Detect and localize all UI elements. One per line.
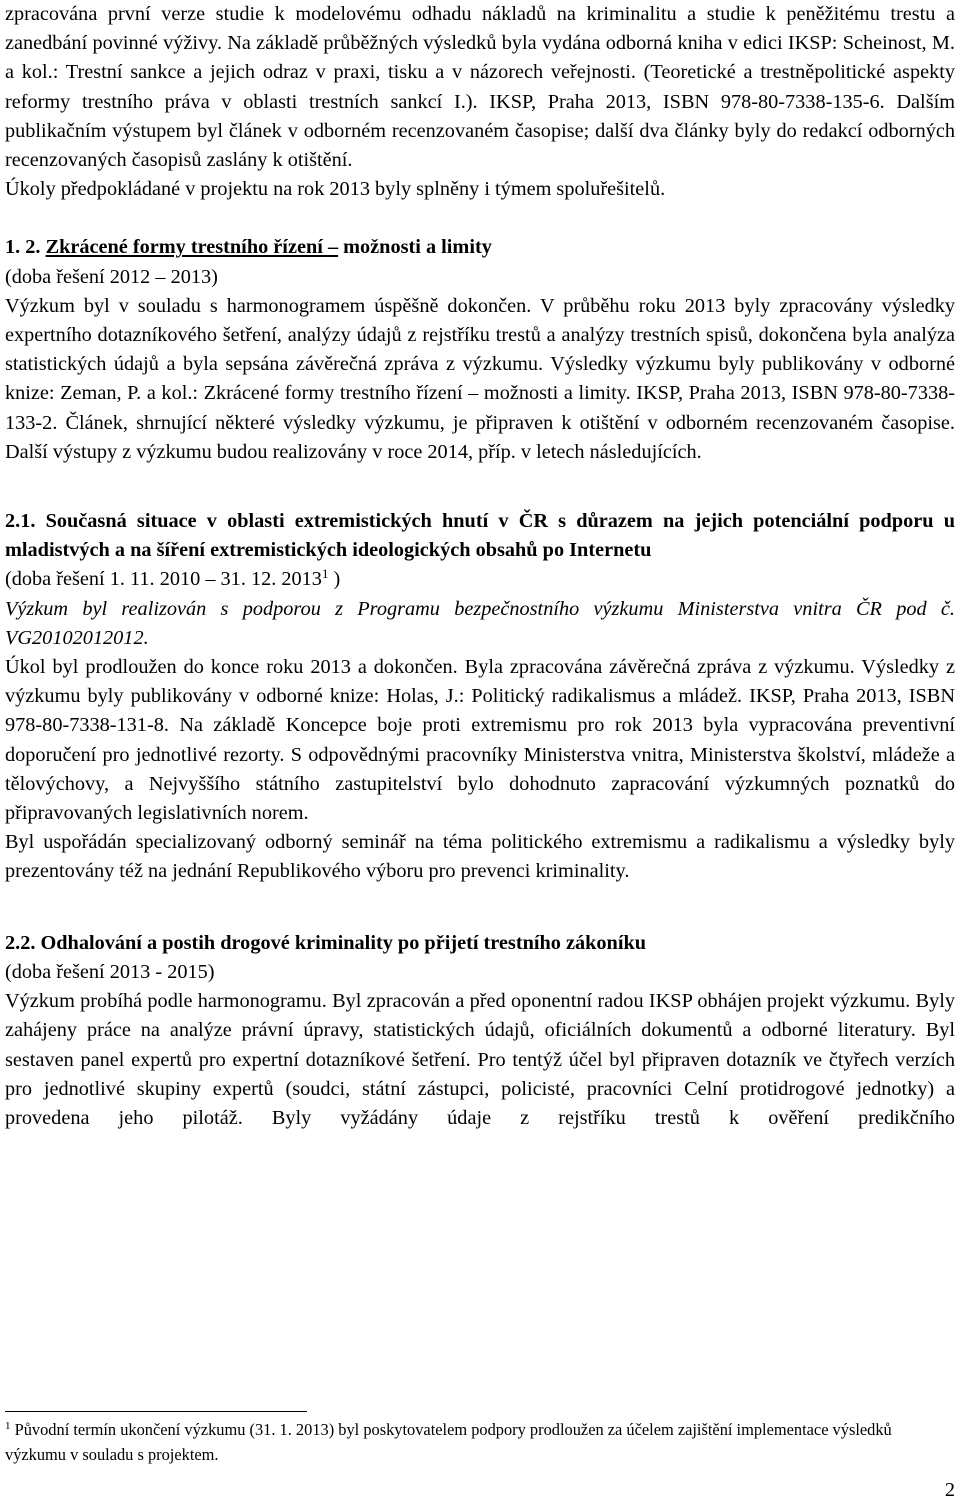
section-2-1 (5, 507, 955, 887)
footnote-marker: 1 (5, 1420, 11, 1432)
page-number: 2 (944, 1479, 955, 1501)
continuation-paragraph: zpracována první verze studie k modelovému odhadu nákladů na kriminalitu a studie k peněžitému trestu a zanedbání povinné výživy. Na základě průběžných výsledků byla vydána odborná kniha v edici IKSP: Scheinost, M. a kol.: Trestní sankce a jejich odraz v praxi, tisku a v názorech veřejnosti. (Teoretické a trestněpolitické aspekty reformy trestního práva v oblasti trestních sankcí I.). IKSP, Praha 2013, ISBN 978-80-7338-135-6. Dalším publikačním výstupem byl článek v odborném recenzovaném časopise; další dva články byly do redakcí odborných recenzovaných časopisů zaslány k otištění. (5, 3, 955, 172)
section-heading: 1. 2. Zkrácené formy trestního řízení – možnosti a limity (5, 236, 492, 259)
footnote-separator (5, 1411, 307, 1412)
section-2-2 (5, 929, 955, 1133)
section-body-2: Byl uspořádán specializovaný odborný seminář na téma politického extremismu a radikalismu a výsledky byly prezentovány též na jednání Republikového výboru pro prevenci kriminality. (5, 831, 955, 883)
section-body: Výzkum byl v souladu s harmonogramem úspěšně dokončen. V průběhu roku 2013 byly zpracovány výsledky expertního dotazníkového šetření, analýzy údajů z rejstříku trestů a analýzy trestních spisů, dokončena byla analýza statistických údajů a byla sepsána závěrečná zpráva z výzkumu. Výsledky výzkumu byly publikovány v odborné knize: Zeman, P. a kol.: Zkrácené formy trestního řízení – možnosti a limity. IKSP, Praha 2013, ISBN 978-80-7338-133-2. Článek, shrnující některé výsledky výzkumu, je připraven k otištění v odborném recenzovaném časopise. Další výstupy z výzkumu budou realizovány v roce 2014, příp. v letech následujících. (5, 294, 955, 463)
continuation-note: Úkoly předpokládané v projektu na rok 2013 byly splněny i týmem spoluřešitelů. (5, 178, 666, 201)
funding-note: Výzkum byl realizován s podporou z Programu bezpečnostního výzkumu Ministerstva vnitra ČR pod č. VG20102012012. (5, 597, 955, 649)
section-heading: 2.2. Odhalování a postih drogové kriminality po přijetí trestního zákoníku (5, 931, 647, 954)
section-period: (doba řešení 1. 11. 2010 – 31. 12. 2013$^1$ ) (5, 566, 341, 591)
document-page (5, 0, 955, 1133)
section-body: Výzkum probíhá podle harmonogramu. Byl zpracován a před oponentní radou IKSP obhájen projekt výzkumu. Byly zahájeny práce na analýze právní úpravy, statistických údajů, oficiálních dokumentů a odborné literatury. Byl sestaven panel expertů pro expertní dotazníkové šetření. Pro tentýž účel byl připraven dotazník ve čtyřech verzích pro jednotlivé skupiny expertů (soudci, státní zástupci, policisté, pracovníci Celní protidrogové jednotky) a provedena jeho pilotáž. Byly vyžádány údaje z rejstříku trestů k ověření predikčního (5, 990, 955, 1129)
section-1-2 (5, 233, 955, 467)
section-period: (doba řešení 2012 – 2013) (5, 265, 218, 288)
footnote (5, 1417, 955, 1467)
footnote-ref[interactable]: 1 (321, 566, 329, 582)
footnote-text: Původní termín ukončení výzkumu (31. 1. 2013) byl poskytovatelem podpory prodloužen za účelem zajištění implementace výsledků výzkumu v souladu s projektem. (5, 1420, 892, 1464)
section-heading: 2.1. Současná situace v oblasti extremistických hnutí v ČR s důrazem na jejich potenciální podporu u mladistvých a na šíření extremistických ideologických obsahů po Internetu (5, 510, 955, 562)
section-body: Úkol byl prodloužen do konce roku 2013 a dokončen. Byla zpracována závěrečná zpráva z výzkumu. Výsledky z výzkumu byly publikovány v odborné knize: Holas, J.: Politický radikalismus a mládež. IKSP, Praha 2013, ISBN 978-80-7338-131-8. Na základě Koncepce boje proti extremismu pro rok 2013 byla vypracována preventivní doporučení pro jednotlivé rezorty. S odpovědnými pracovníky Ministerstva vnitra, Ministerstva školství, mládeže a tělovýchovy, a Nejvyššího státního zastupitelství bylo dohodnuto zapracování výzkumných poznatků do připravovaných legislativních norem. (5, 656, 955, 825)
section-period: (doba řešení 2013 - 2015) (5, 960, 215, 983)
